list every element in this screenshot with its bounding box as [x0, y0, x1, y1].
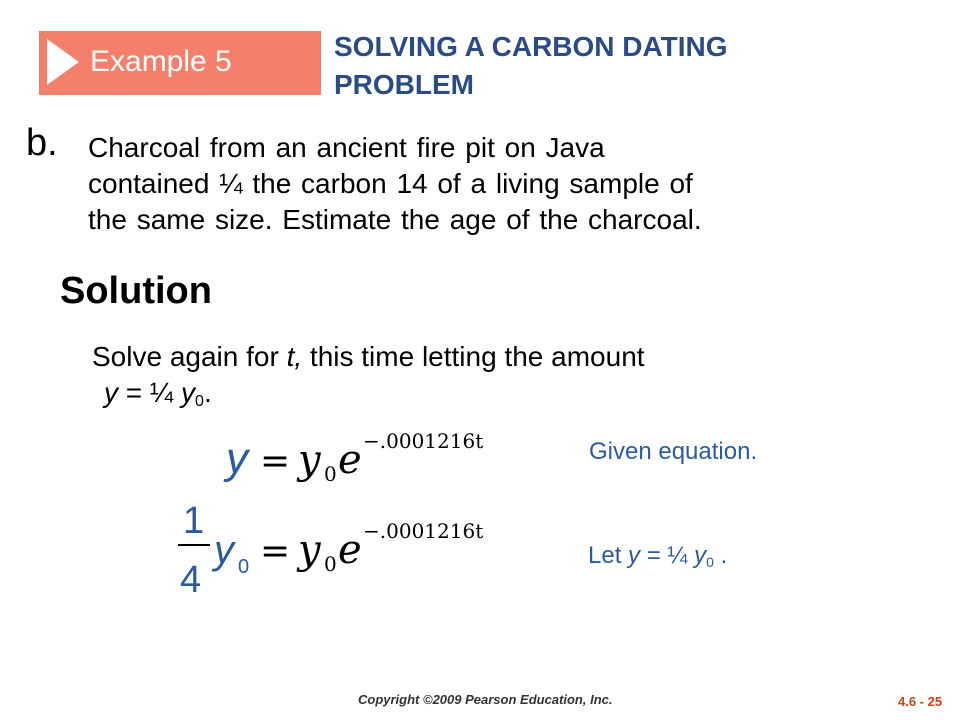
solution-text: [92, 339, 912, 420]
note-given-equation: Given equation.: [589, 438, 758, 465]
eq1-equals: =: [260, 441, 291, 482]
note-let-y: [588, 541, 727, 577]
slide-number: 4.6 - 25: [898, 694, 943, 709]
note2-let: Let: [588, 542, 629, 569]
eq2-exponent: −.0001216t: [363, 519, 484, 543]
problem-statement: [88, 130, 928, 238]
solution-line2: [92, 375, 912, 420]
equations-graphic: [160, 415, 520, 615]
example-label: Example 5: [90, 45, 232, 78]
problem-line-1: Charcoal from an ancient fire pit on Java: [88, 132, 605, 163]
problem-line-3: the same size. Estimate the age of the charcoal.: [88, 204, 702, 235]
solution-heading: Solution: [60, 270, 212, 312]
eq1-exponent: −.0001216t: [363, 429, 484, 453]
eq2-lhs-y: y: [214, 528, 234, 572]
eq2-lhs-sub: 0: [238, 556, 250, 578]
eq1-rhs-e: e: [338, 437, 362, 483]
solution-line1-var: t,: [286, 341, 303, 372]
eq2-rhs-e: e: [338, 527, 362, 573]
solution-line1-a: Solve again for: [92, 341, 287, 372]
eq2-rhs-y: y: [298, 527, 321, 573]
note2-y0: y: [694, 542, 707, 569]
solution-line1-b: this time letting the amount: [302, 341, 645, 372]
eq1-lhs-y: y: [226, 434, 248, 483]
note2-sub: 0: [706, 554, 714, 570]
note2-y: y: [628, 542, 641, 569]
example-title-line2: PROBLEM: [334, 69, 474, 100]
play-arrow-icon: [47, 39, 79, 85]
eq2-denominator: 4: [180, 559, 202, 601]
note2-frac: = ¼: [640, 542, 695, 569]
example-title: [334, 28, 894, 104]
eq2-equals: =: [260, 531, 291, 572]
eq2-numerator: 1: [183, 500, 205, 542]
eq1-rhs-y: y: [298, 437, 321, 483]
note2-end: .: [713, 542, 728, 569]
solution-line2-frac: = ¼: [118, 377, 182, 408]
solution-line2-y: y: [104, 377, 118, 408]
solution-line2-y0: y: [181, 377, 196, 408]
eq2-rhs-sub: 0: [324, 552, 337, 576]
equation-2: [178, 500, 483, 601]
example-title-line1: SOLVING A CARBON DATING: [334, 31, 728, 62]
part-label: b.: [26, 122, 58, 164]
equation-1: [223, 429, 483, 486]
eq1-rhs-sub: 0: [324, 462, 337, 486]
problem-line-2: contained ¼ the carbon 14 of a living sample of: [88, 168, 693, 199]
solution-line2-end: .: [203, 377, 212, 408]
solution-line2-sub: 0: [195, 393, 204, 410]
copyright-notice: Copyright ©2009 Pearson Education, Inc.: [358, 692, 613, 707]
